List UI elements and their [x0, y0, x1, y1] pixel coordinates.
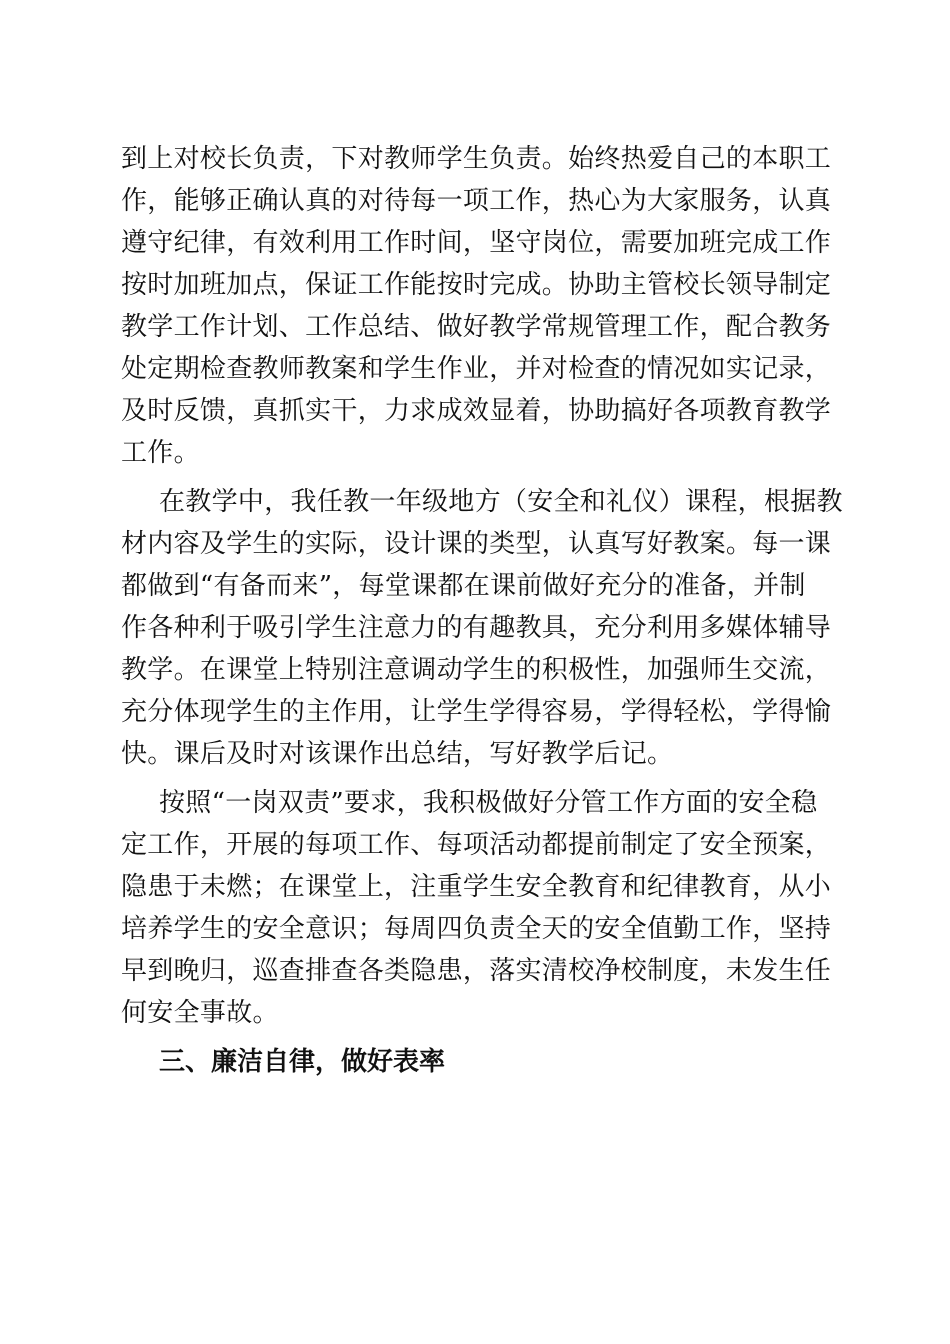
- text-line: 在教学中，我任教一年级地方（安全和礼仪）课程，根据教: [159, 487, 843, 517]
- text-line: 按时加班加点，保证工作能按时完成。协助主管校长领导制定: [121, 270, 832, 300]
- text-line: 按照“一岗双责”要求，我积极做好分管工作方面的安全稳: [159, 788, 818, 818]
- text-line: 作，能够正确认真的对待每一项工作，热心为大家服务，认真: [121, 186, 832, 216]
- section-heading: 三、廉洁自律，做好表率: [159, 1047, 446, 1077]
- document-body: [121, 138, 843, 1083]
- text-line: 充分体现学生的主作用，让学生学得容易，学得轻松，学得愉: [121, 697, 832, 727]
- text-line: 培养学生的安全意识；每周四负责全天的安全值勤工作，坚持: [121, 914, 832, 944]
- text-line: 定工作，开展的每项工作、每项活动都提前制定了安全预案，: [121, 830, 832, 860]
- text-line: 材内容及学生的实际，设计课的类型，认真写好教案。每一课: [121, 529, 832, 559]
- paragraph-duties: [121, 138, 833, 474]
- text-line: 快。课后及时对该课作出总结，写好教学后记。: [121, 739, 674, 769]
- text-line: 作各种利于吸引学生注意力的有趣教具，充分利用多媒体辅导: [121, 613, 832, 643]
- text-line: 处定期检查教师教案和学生作业，并对检查的情况如实记录，: [121, 354, 832, 384]
- paragraph-gap: [121, 474, 833, 481]
- text-line: 遵守纪律，有效利用工作时间，坚守岗位，需要加班完成工作: [121, 228, 832, 258]
- text-line: 都做到“有备而来”，每堂课都在课前做好充分的准备，并制: [121, 571, 806, 601]
- text-line: 工作。: [121, 438, 200, 468]
- paragraph-safety: [121, 782, 833, 1034]
- paragraph-teaching: [121, 481, 843, 775]
- text-line: 隐患于未燃；在课堂上，注重学生安全教育和纪律教育，从小: [121, 872, 832, 902]
- text-line: 到上对校长负责，下对教师学生负责。始终热爱自己的本职工: [121, 144, 832, 174]
- paragraph-gap: [121, 1034, 833, 1041]
- text-line: 早到晚归，巡查排查各类隐患，落实清校净校制度，未发生任: [121, 956, 832, 986]
- paragraph-gap: [121, 775, 833, 782]
- text-line: 教学工作计划、工作总结、做好教学常规管理工作，配合教务: [121, 312, 832, 342]
- text-line: 教学。在课堂上特别注意调动学生的积极性，加强师生交流，: [121, 655, 832, 685]
- text-line: 及时反馈，真抓实干，力求成效显着，协助搞好各项教育教学: [121, 396, 832, 426]
- text-line: 何安全事故。: [121, 998, 279, 1028]
